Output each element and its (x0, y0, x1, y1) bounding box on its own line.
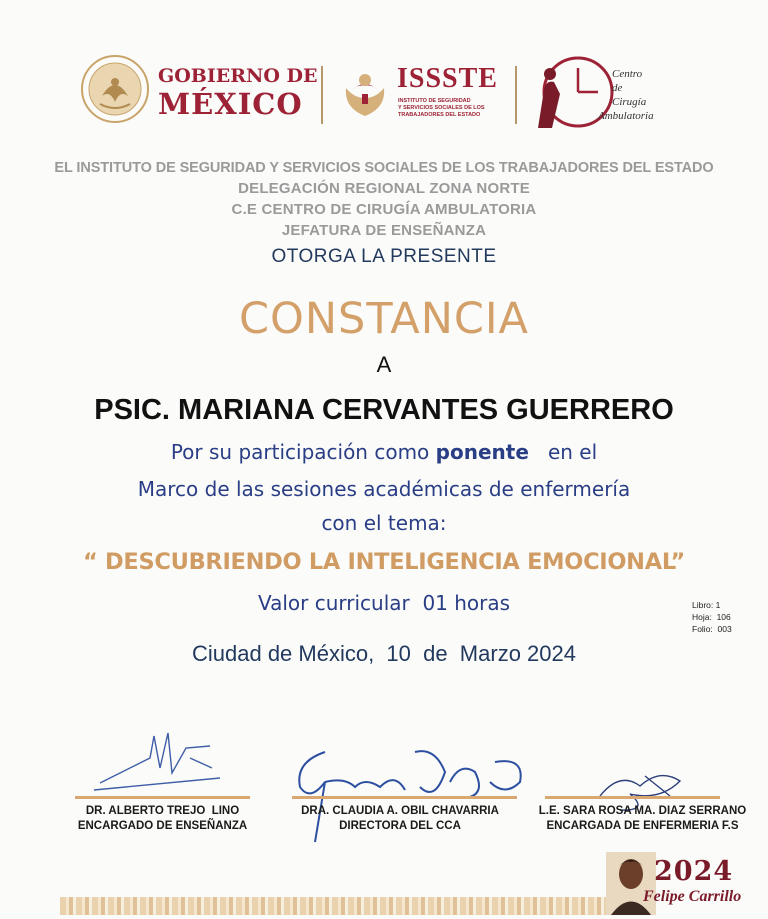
participation-role: ponente (435, 440, 529, 464)
folio-folio: Folio: 003 (692, 624, 732, 634)
divider (321, 66, 323, 124)
signature-line-1 (75, 796, 250, 799)
cca-text-3: Cirugía (612, 96, 647, 108)
folio-libro: Libro: 1 (692, 600, 721, 610)
context-line: Marco de las sesiones académicas de enfermería (137, 477, 631, 501)
decorative-border (60, 897, 620, 915)
issste-subtitle-2: Y SERVICIOS SOCIALES DE LOS (398, 105, 485, 111)
institution-line1: EL INSTITUTO DE SEGURIDAD Y SERVICIOS SOCIALES DE LOS TRABAJADORES DEL ESTADO (54, 160, 714, 176)
grant-text: OTORGA LA PRESENTE (271, 246, 497, 267)
theme-intro: con el tema: (321, 511, 447, 535)
signatory-1-name: DR. ALBERTO TREJO LINO (85, 805, 240, 817)
signatory-2-name: DRA. CLAUDIA A. OBIL CHAVARRIA (301, 805, 499, 817)
recipient-name: PSIC. MARIANA CERVANTES GUERRERO (94, 394, 674, 426)
folio-hoja: Hoja: 106 (692, 612, 731, 622)
gobierno-line2: MÉXICO (158, 87, 303, 121)
cca-text-4: Ambulatoria (598, 110, 654, 122)
signatory-2-role: DIRECTORA DEL CCA (339, 820, 461, 832)
footer-year-caption: Felipe Carrillo (643, 888, 742, 905)
participation-pre: Por su participación como (170, 440, 436, 464)
signatory-3-name: L.E. SARA ROSA MA. DIAZ SERRANO (538, 805, 747, 817)
certificate-title: CONSTANCIA (239, 294, 529, 344)
institution-line2: DELEGACIÓN REGIONAL ZONA NORTE (238, 180, 530, 197)
institution-line3: C.E CENTRO DE CIRUGÍA AMBULATORIA (231, 201, 537, 218)
footer-year: 2024 (654, 856, 734, 887)
signatory-3-role: ENCARGADA DE ENFERMERIA F.S (546, 820, 739, 832)
header-logos (0, 40, 768, 140)
topic-title: “ DESCUBRIENDO LA INTELIGENCIA EMOCIONAL” (83, 549, 685, 575)
signature-line-3 (545, 796, 720, 799)
signature-scribble-1 (90, 728, 230, 798)
place-date: Ciudad de México, 10 de Marzo 2024 (191, 641, 576, 666)
institution-line4: JEFATURA DE ENSEÑANZA (281, 222, 487, 239)
participation-post: en el (528, 440, 598, 464)
issste-hands-icon (340, 68, 390, 120)
participation-line (0, 440, 768, 464)
coat-of-arms-icon (80, 54, 150, 124)
issste-name: ISSSTE (397, 63, 498, 94)
divider (515, 66, 517, 124)
curricular-value: Valor curricular 01 horas (257, 591, 511, 615)
to-text: A (376, 352, 392, 377)
cca-text-1: Centro (612, 68, 643, 80)
issste-subtitle-3: TRABAJADORES DEL ESTADO (398, 112, 481, 118)
gobierno-line1: GOBIERNO DE (158, 65, 318, 87)
issste-subtitle-1: INSTITUTO DE SEGURIDAD (398, 98, 471, 104)
signature-line-2 (292, 796, 517, 799)
cca-text-2: de (612, 82, 623, 94)
signatory-1-role: ENCARGADO DE ENSEÑANZA (77, 820, 248, 832)
